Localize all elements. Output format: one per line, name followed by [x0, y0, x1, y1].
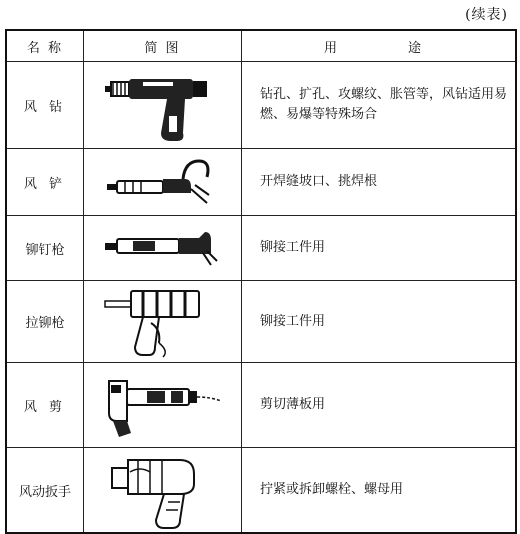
tool-diagram	[84, 363, 242, 448]
tool-use: 钻孔、扩孔、攻螺纹、胀管等，风钻适用易燃、易爆等特殊场合	[242, 62, 517, 149]
rivet-gun-icon	[103, 223, 223, 273]
tool-use: 铆接工件用	[242, 216, 517, 281]
header-use-char-1: 用	[324, 40, 340, 56]
tool-diagram	[84, 216, 242, 281]
header-name: 名 称	[6, 30, 84, 62]
tool-name: 拉铆枪	[6, 281, 84, 363]
tool-use: 铆接工件用	[242, 281, 517, 363]
tool-name: 风 剪	[6, 363, 84, 448]
pneumatic-wrench-icon	[108, 450, 218, 530]
tool-name: 风 钻	[6, 62, 84, 149]
pneumatic-drill-icon	[103, 66, 223, 144]
tool-use: 开焊缝坡口、挑焊根	[242, 149, 517, 216]
table-row	[6, 149, 516, 216]
table-row	[6, 363, 516, 448]
pneumatic-chisel-icon	[103, 155, 223, 209]
table-row	[6, 448, 516, 534]
pneumatic-shears-icon	[101, 367, 225, 443]
tool-diagram	[84, 448, 242, 534]
tool-name: 风 铲	[6, 149, 84, 216]
tool-diagram	[84, 62, 242, 149]
pull-rivet-gun-icon	[103, 285, 223, 359]
table-row	[6, 281, 516, 363]
tool-name: 铆钉枪	[6, 216, 84, 281]
pneumatic-tools-table	[5, 29, 517, 534]
header-use	[242, 30, 517, 62]
table-row	[6, 216, 516, 281]
tool-diagram	[84, 281, 242, 363]
table-continued-caption: (续表)	[465, 7, 508, 23]
tool-diagram	[84, 149, 242, 216]
tool-name: 风动扳手	[6, 448, 84, 534]
tool-use: 拧紧或拆卸螺栓、螺母用	[242, 448, 517, 534]
header-use-char-2: 途	[407, 40, 423, 56]
table-header-row	[6, 30, 516, 62]
header-diagram: 简 图	[84, 30, 242, 62]
tool-use: 剪切薄板用	[242, 363, 517, 448]
table-row	[6, 62, 516, 149]
